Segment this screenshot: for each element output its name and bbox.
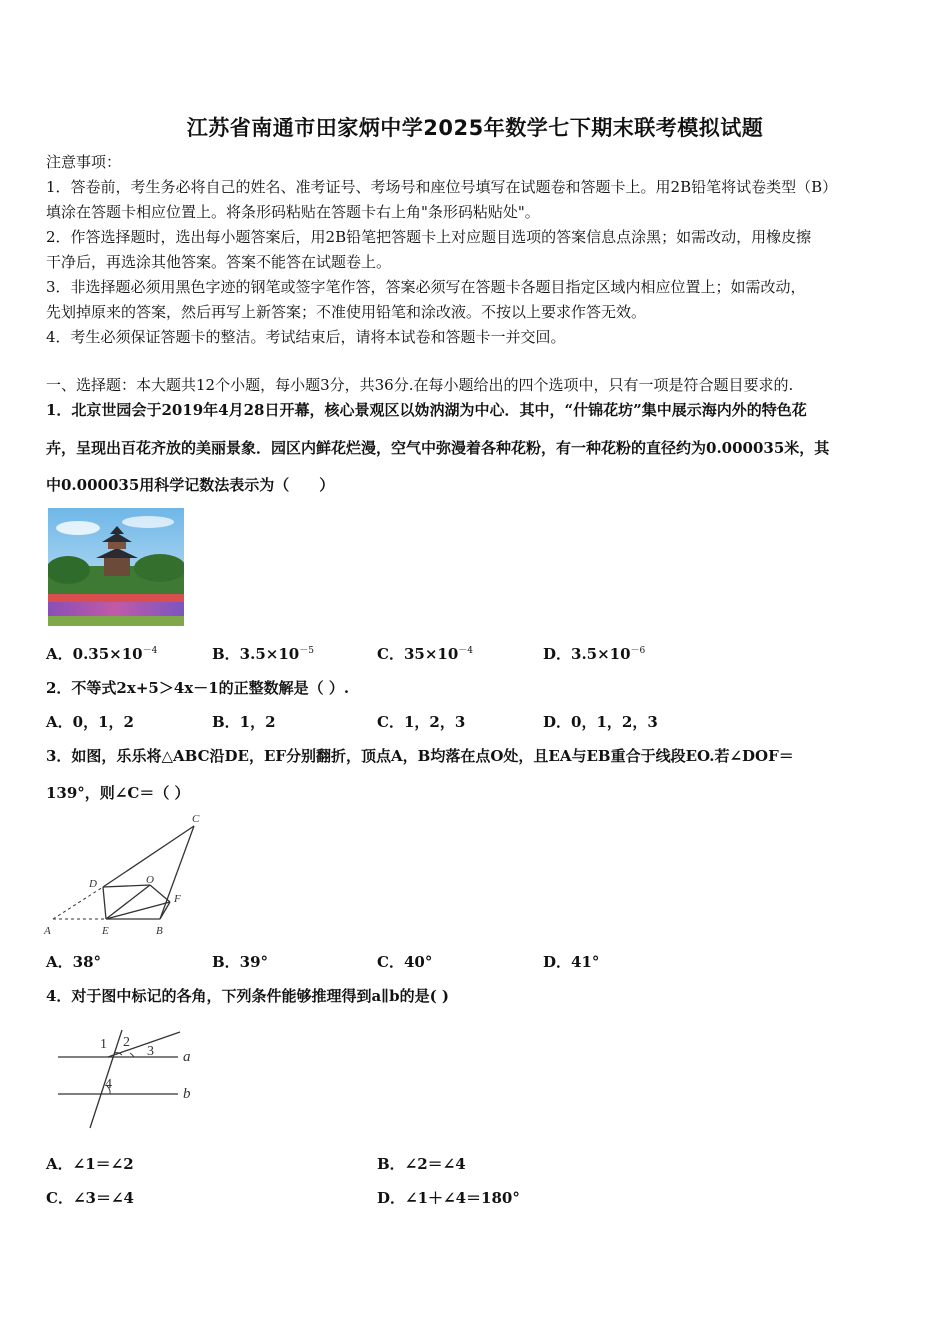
label-angle-2: 2 [123,1035,130,1050]
q3-option-b[interactable]: B．39° [212,953,269,971]
notice-line: 1．答卷前，考生务必将自己的姓名、准考证号、考场号和座位号填写在试题卷和答题卡上。用2B铅笔将试卷类型（B） [46,178,838,196]
q4-option-b[interactable]: B．∠2＝∠4 [377,1155,466,1173]
expo-garden-photo [48,508,184,626]
q4-option-a[interactable]: A．∠1＝∠2 [46,1155,134,1173]
q3-option-d[interactable]: D．41° [543,953,600,971]
question-2-text: 2．不等式2x+5＞4x－1的正整数解是（ ）. [46,679,350,697]
notice-heading: 注意事项： [46,153,122,171]
page-title: 江苏省南通市田家炳中学2025年数学七下期末联考模拟试题 [186,116,764,140]
label-line-a: a [183,1049,191,1065]
question-3-line: 139°，则∠C＝（ ） [46,784,190,802]
q1-option-b[interactable]: B．$3.5\times 10^{-5}$ [212,645,314,663]
question-4-text: 4．对于图中标记的各角，下列条件能够推理得到a∥b的是( ) [46,987,450,1005]
segment-of [150,885,170,902]
segment-bc [160,826,194,919]
q1-option-a[interactable]: A．$0.35\times 10^{-4}$ [46,645,158,663]
label-a: A [44,925,51,937]
label-angle-3: 3 [147,1044,154,1059]
q3-option-a[interactable]: A．38° [46,953,102,971]
label-e: E [102,925,109,937]
label-f: F [174,893,181,905]
q2-option-c[interactable]: C．1，2，3 [377,713,466,731]
triangle-fold-figure [40,810,210,938]
label-b: B [156,925,163,937]
q1-option-c[interactable]: C．$35\times 10^{-4}$ [377,645,473,663]
q2-option-b[interactable]: B．1，2 [212,713,276,731]
label-d: D [89,878,97,890]
question-1-line: 中0.000035用科学记数法表示为（ ） [46,476,335,494]
parallel-lines-figure [50,1022,200,1130]
label-angle-1: 1 [100,1037,107,1052]
q2-option-a[interactable]: A．0，1，2 [46,713,134,731]
notice-line: 4．考生必须保证答题卡的整洁。考试结束后，请将本试卷和答题卡一并交回。 [46,328,566,346]
question-1-line: 1．北京世园会于2019年4月28日开幕，核心景观区以妫汭湖为中心．其中，“什锦花坊”集中展示海内外的特色花 [46,401,807,419]
notice-line: 先划掉原来的答案，然后再写上新答案；不准使用铅笔和涂改液。不按以上要求作答无效。 [46,303,647,321]
question-1-line: 卉，呈现出百花齐放的美丽景象．园区内鲜花烂漫，空气中弥漫着各种花粉，有一种花粉的直径约为0.000035米，其 [46,439,830,457]
label-o: O [146,874,154,886]
q3-option-c[interactable]: C．40° [377,953,433,971]
label-c: C [192,813,200,825]
notice-line: 干净后，再选涂其他答案。答案不能答在试题卷上。 [46,253,392,271]
question-3-line: 3．如图，乐乐将△ABC沿DE，EF分别翻折，顶点A，B均落在点O处，且EA与EB重合于线段EO.若∠DOF＝ [46,747,794,765]
label-angle-4: 4 [105,1077,112,1092]
notice-line: 3．非选择题必须用黑色字迹的钢笔或签字笔作答，答案必须写在答题卡各题目指定区域内相应位置上；如需改动， [46,278,806,296]
q2-option-d[interactable]: D．0，1，2，3 [543,713,658,731]
q1-option-d[interactable]: D．$3.5\times 10^{-6}$ [543,645,646,663]
segment-do [103,885,150,887]
q4-option-c[interactable]: C．∠3＝∠4 [46,1189,134,1207]
segment-ad-dashed [53,887,103,919]
notice-line: 2．作答选择题时，选出每小题答案后，用2B铅笔把答题卡上对应题目选项的答案信息点涂黑；如需改动，用橡皮擦 [46,228,812,246]
label-line-b: b [183,1086,191,1102]
notice-line: 填涂在答题卡相应位置上。将条形码粘贴在答题卡右上角"条形码粘贴处"。 [46,203,540,221]
q4-option-d[interactable]: D．∠1＋∠4＝180° [377,1189,520,1207]
segment-de [103,887,106,919]
section-heading: 一、选择题：本大题共12个小题，每小题3分，共36分.在每小题给出的四个选项中，只有一项是符合题目要求的. [46,376,794,394]
segment-eo [106,885,150,919]
